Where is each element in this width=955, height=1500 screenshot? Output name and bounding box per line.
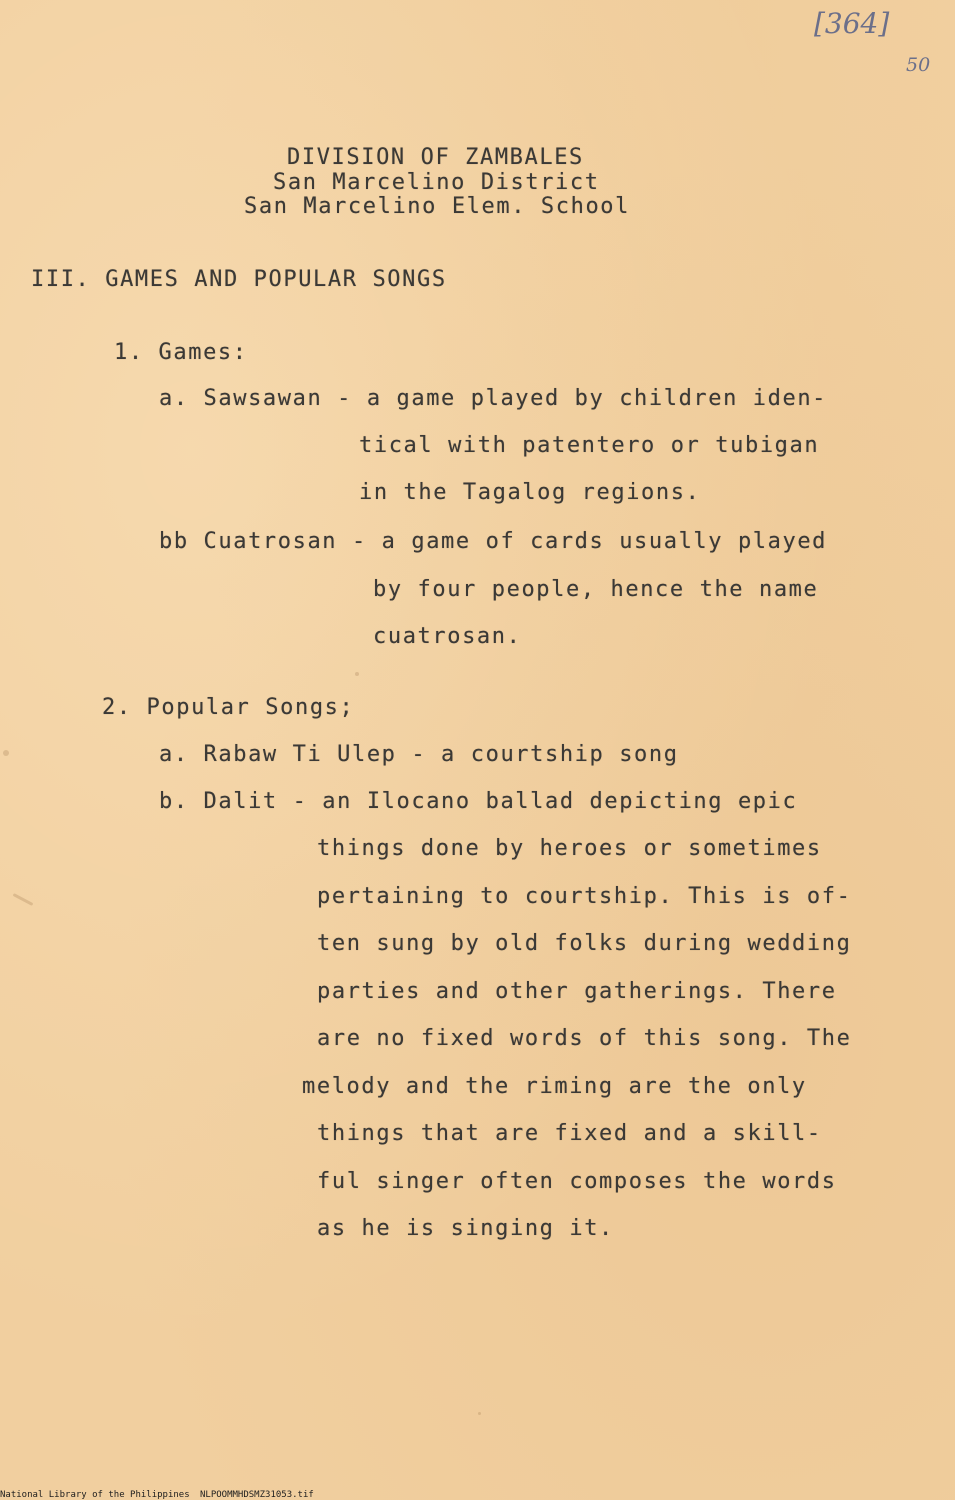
song-b-line-6: are no fixed words of this song. The [317,1026,852,1051]
game-b-line-1: bb Cuatrosan - a game of cards usually played [159,529,828,554]
paper-speck [13,893,34,906]
game-b-line-3: cuatrosan. [373,624,522,649]
song-b-line-8: things that are fixed and a skill- [317,1121,822,1146]
song-b-line-9: ful singer often composes the words [317,1169,837,1194]
song-b-line-3: pertaining to courtship. This is of- [317,884,852,909]
game-a-line-1: a. Sawsawan - a game played by children iden- [159,386,828,411]
game-a-line-3: in the Tagalog regions. [359,480,701,505]
song-a-line-1: a. Rabaw Ti Ulep - a courtship song [159,742,679,767]
footer-filename: NLPOOMMHDSMZ31053.tif [200,1490,314,1500]
song-b-line-7: melody and the riming are the only [302,1074,807,1099]
games-heading: 1. Games: [114,340,248,365]
header-division: DIVISION OF ZAMBALES [287,145,584,170]
songs-heading: 2. Popular Songs; [102,695,355,720]
game-b-line-2: by four people, hence the name [373,577,819,602]
song-b-line-10: as he is singing it. [317,1216,614,1241]
paper-speck [355,672,359,676]
song-b-line-4: ten sung by old folks during wedding [317,931,852,956]
song-b-line-5: parties and other gatherings. There [317,979,837,1004]
header-school: San Marcelino Elem. School [244,194,630,219]
game-a-line-2: tical with patentero or tubigan [359,433,820,458]
paper-speck [478,1412,481,1415]
section-title: III. GAMES AND POPULAR SONGS [31,267,447,292]
handwritten-page-number: 50 [906,54,931,76]
header-district: San Marcelino District [273,170,600,195]
song-b-line-1: b. Dalit - an Ilocano ballad depicting epic [159,789,798,814]
handwritten-archive-number: [364] [814,7,890,40]
song-b-line-2: things done by heroes or sometimes [317,836,822,861]
footer-library-name: National Library of the Philippines [0,1490,190,1500]
paper-speck [3,750,9,756]
